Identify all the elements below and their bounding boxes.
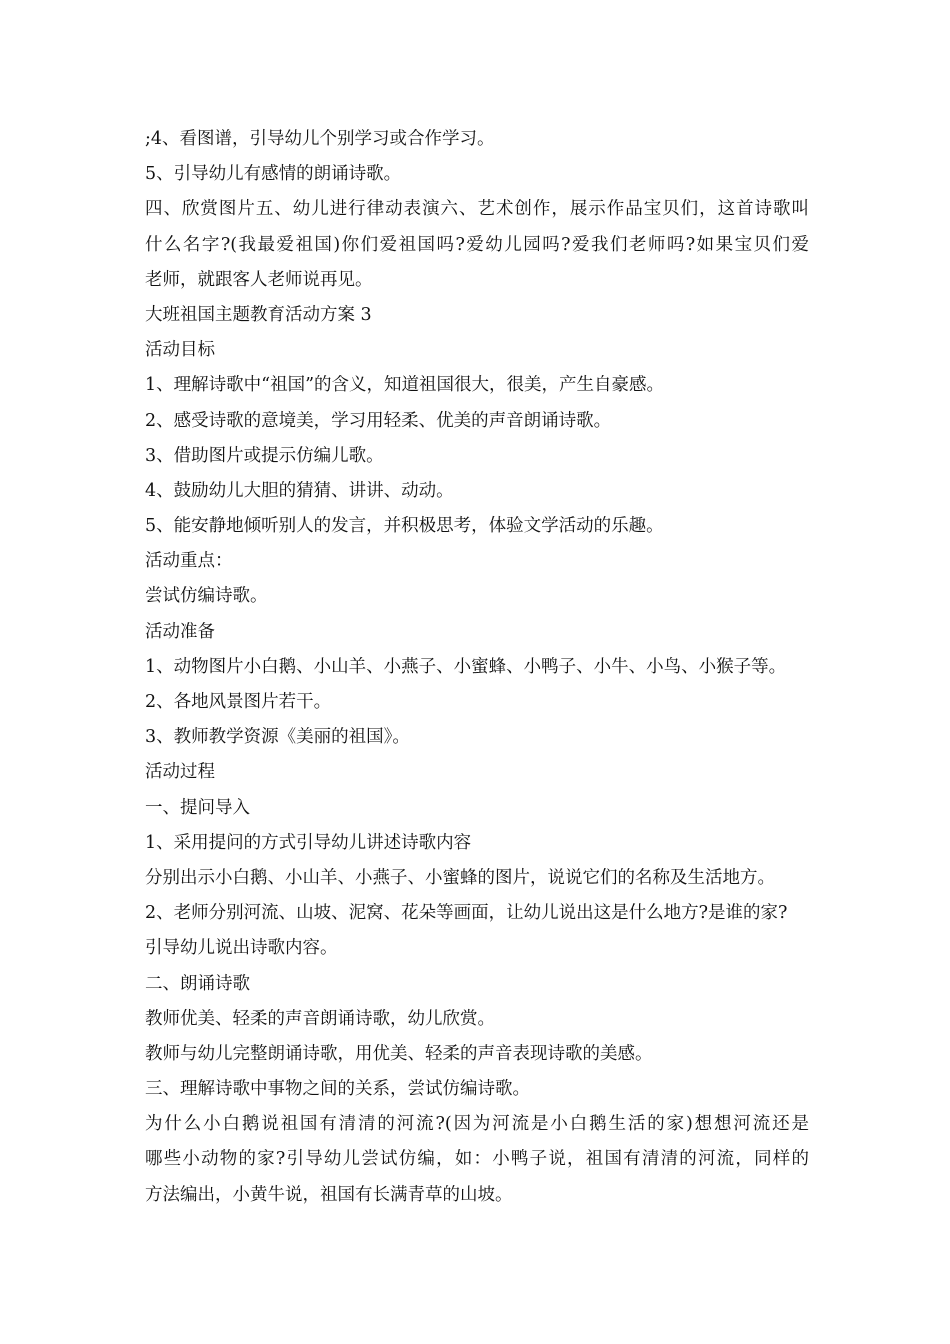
list-item: 2、老师分别河流、山坡、泥窝、花朵等画面，让幼儿说出这是什么地方?是谁的家? <box>145 903 788 924</box>
list-item: 3、借助图片或提示仿编儿歌。 <box>145 445 384 466</box>
heading: 活动重点： <box>145 551 233 572</box>
heading: 活动准备 <box>145 621 215 642</box>
text-line: 老师，就跟客人老师说再见。 <box>145 269 373 290</box>
heading: 活动过程 <box>145 762 215 783</box>
list-item: 2、感受诗歌的意境美，学习用轻柔、优美的声音朗诵诗歌。 <box>145 410 612 431</box>
text-line: 尝试仿编诗歌。 <box>145 586 268 607</box>
text-line: 教师优美、轻柔的声音朗诵诗歌，幼儿欣赏。 <box>145 1008 495 1029</box>
subheading: 三、理解诗歌中事物之间的关系，尝试仿编诗歌。 <box>145 1079 530 1100</box>
text-line: 分别出示小白鹅、小山羊、小燕子、小蜜蜂的图片，说说它们的名称及生活地方。 <box>145 867 775 888</box>
list-item: 2、各地风景图片若干。 <box>145 692 332 712</box>
list-item: 1、理解诗歌中“祖国”的含义，知道祖国很大，很美，产生自豪感。 <box>145 375 665 396</box>
text-line: 什么名字?(我最爱祖国)你们爱祖国吗?爱幼儿园吗?爱我们老师吗?如果宝贝们爱 <box>145 234 809 255</box>
list-item: 3、教师教学资源《美丽的祖国》。 <box>145 727 410 748</box>
paragraph <box>145 192 809 298</box>
text-line: 5、引导幼儿有感情的朗诵诗歌。 <box>145 164 402 185</box>
document-body <box>145 122 809 1213</box>
subheading: 二、朗诵诗歌 <box>145 973 250 994</box>
subheading: 一、提问导入 <box>145 797 250 818</box>
text-line: 哪些小动物的家?引导幼儿尝试仿编，如：小鸭子说，祖国有清清的河流，同样的 <box>145 1149 809 1170</box>
text-line: 方法编出，小黄牛说，祖国有长满青草的山坡。 <box>145 1184 513 1205</box>
text-line: 引导幼儿说出诗歌内容。 <box>145 938 338 959</box>
list-item: 1、动物图片小白鹅、小山羊、小燕子、小蜜蜂、小鸭子、小牛、小鸟、小猴子等。 <box>145 656 787 677</box>
section-title: 大班祖国主题教育活动方案 3 <box>145 304 372 325</box>
text-line: 四、欣赏图片五、幼儿进行律动表演六、艺术创作，展示作品宝贝们，这首诗歌叫 <box>145 199 809 220</box>
heading: 活动目标 <box>145 340 215 361</box>
list-item: 5、能安静地倾听别人的发言，并积极思考，体验文学活动的乐趣。 <box>145 516 664 537</box>
text-line: 为什么小白鹅说祖国有清清的河流?(因为河流是小白鹅生活的家)想想河流还是 <box>145 1114 809 1135</box>
text-line: ;4、看图谱，引导幼儿个别学习或合作学习。 <box>145 129 495 149</box>
text-line: 教师与幼儿完整朗诵诗歌，用优美、轻柔的声音表现诗歌的美感。 <box>145 1043 653 1064</box>
paragraph <box>145 1107 809 1213</box>
list-item: 4、鼓励幼儿大胆的猜猜、讲讲、动动。 <box>145 480 454 501</box>
list-item: 1、采用提问的方式引导幼儿讲述诗歌内容 <box>145 832 472 853</box>
